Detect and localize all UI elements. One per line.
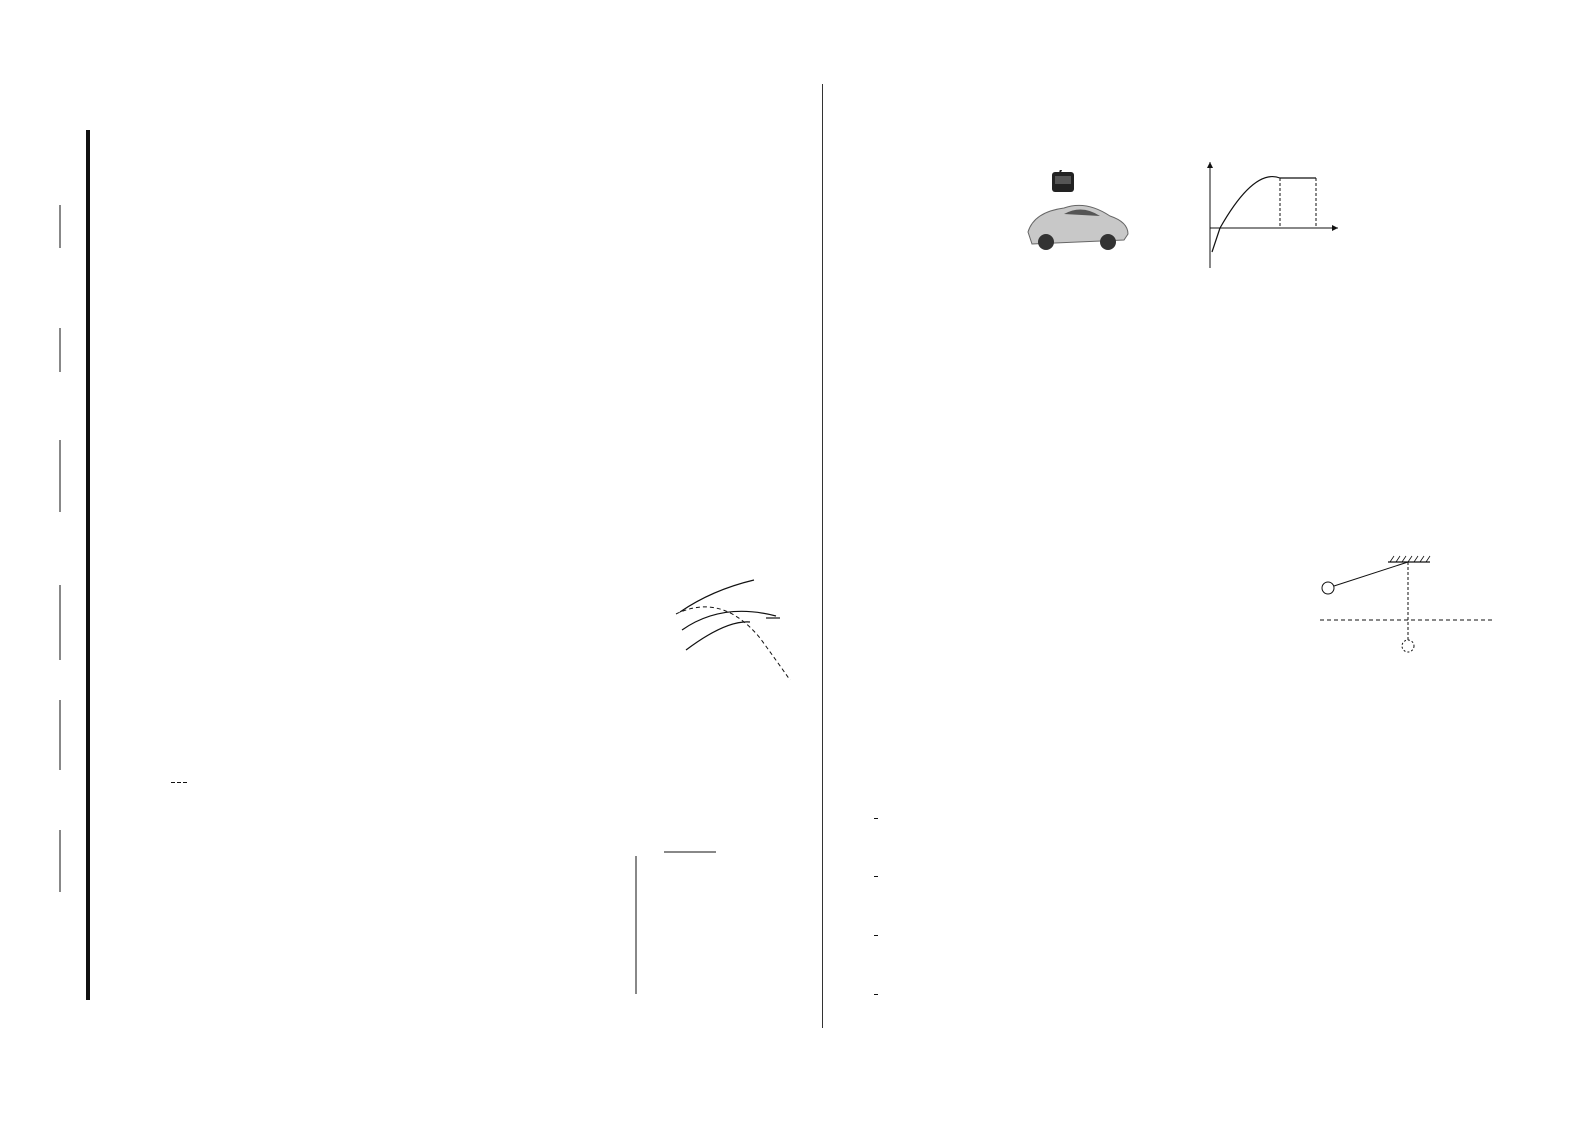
q2-f2-num xyxy=(183,782,187,783)
q4-pendulum-figure xyxy=(1316,552,1496,678)
q2-formula xyxy=(170,782,188,783)
page-divider xyxy=(822,84,823,1028)
q5-option-d xyxy=(873,994,879,995)
q5-option-c xyxy=(873,935,879,936)
q2-f-left-num xyxy=(171,782,175,783)
q1-figure xyxy=(672,572,796,684)
q5-option-b xyxy=(873,876,879,877)
q5-c-num xyxy=(874,935,878,936)
q3-xt-graph xyxy=(1194,158,1344,282)
q2-f1-num xyxy=(177,782,181,783)
q5-a-num xyxy=(874,818,878,819)
q5-option-a xyxy=(873,818,879,819)
q2-energy-diagram xyxy=(614,836,800,998)
q3-car-figure xyxy=(1024,170,1134,282)
q5-d-num xyxy=(874,994,878,995)
q5-b-num xyxy=(874,876,878,877)
field-underlines xyxy=(52,0,72,1138)
